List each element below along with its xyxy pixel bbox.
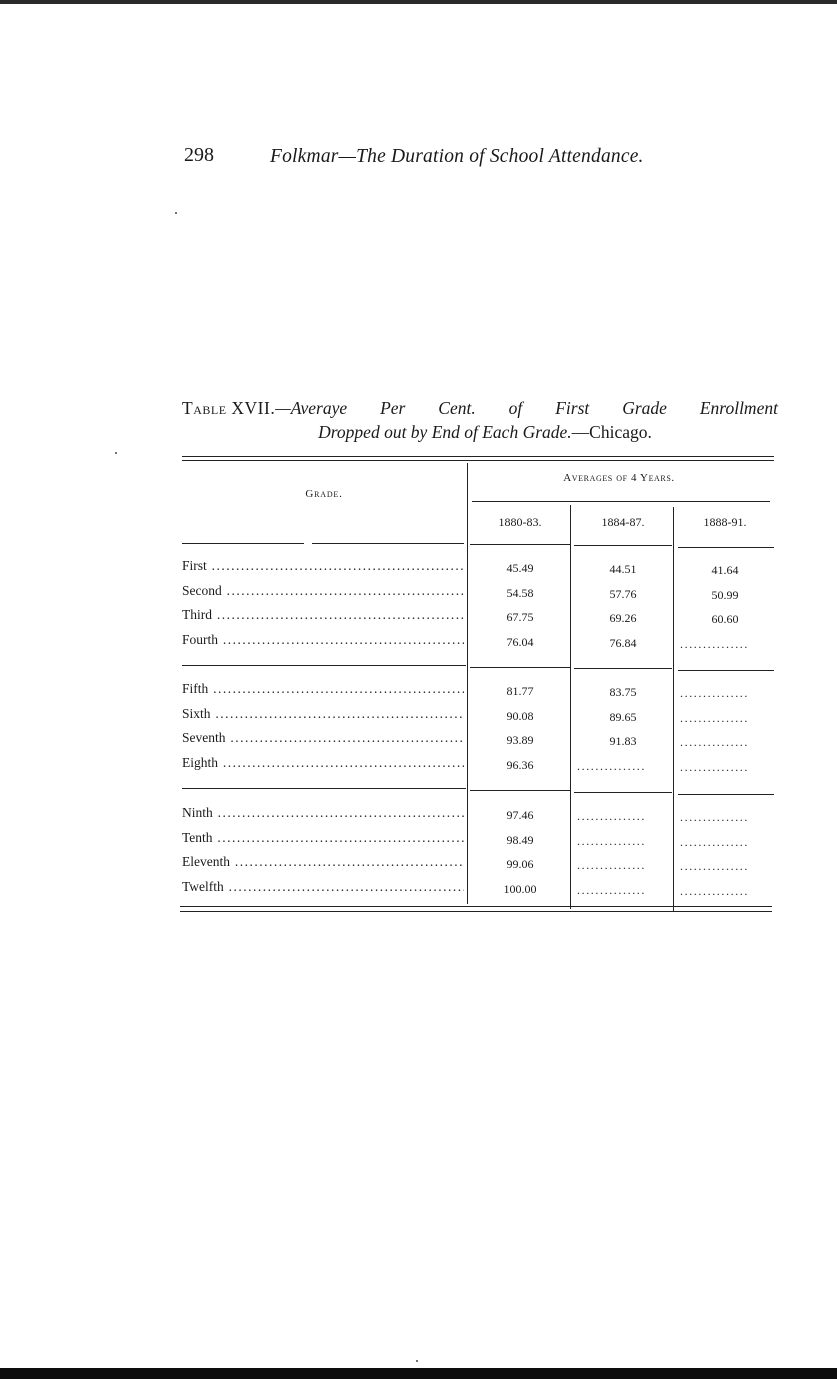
grade-label: Third ..... — [182, 607, 464, 623]
grade-label: Sixth ..... — [182, 706, 464, 722]
caption-word: of — [508, 398, 523, 418]
column-rule — [570, 505, 571, 909]
group-separator — [574, 792, 672, 793]
group-header-rule — [472, 501, 770, 502]
column-rule — [467, 463, 468, 904]
caption-place: —Chicago. — [571, 422, 652, 442]
value-cell: 67.75 — [506, 610, 534, 624]
value-cell: 83.75 — [609, 685, 637, 700]
value-cell: 45.49 — [506, 561, 534, 575]
value-cell: 54.58 — [506, 585, 534, 600]
value-cell: 90.08 — [506, 708, 534, 723]
empty-cell-leader: ............... — [680, 686, 749, 701]
empty-cell-leader: ............... — [577, 809, 646, 824]
averages-header-text: Averages of 4 Years. — [563, 472, 675, 484]
running-head: Folkmar—The Duration of School Attendance. — [270, 146, 644, 167]
empty-cell-leader: ............... — [680, 834, 749, 849]
value-cell: 100.00 — [503, 881, 537, 896]
caption-word: Enrollment — [699, 398, 778, 418]
empty-cell-leader: ............... — [680, 883, 749, 898]
value-cell: 57.76 — [609, 586, 637, 601]
header-bottom-rule — [470, 544, 570, 545]
grade-label: Seventh ..... — [182, 730, 464, 746]
header-bottom-rule — [678, 547, 774, 548]
group-separator — [182, 788, 466, 789]
table-bottom-rule — [180, 906, 772, 907]
scan-top-edge — [0, 0, 837, 4]
header-bottom-rule — [312, 543, 464, 544]
caption-word: Per — [380, 398, 406, 418]
caption-word: Cent. — [438, 398, 476, 418]
grade-label: Ninth ..... — [182, 805, 464, 821]
grade-header-text: Grade. — [305, 488, 343, 500]
table-top-rule — [182, 460, 774, 461]
table-caption — [182, 396, 778, 444]
averages-group-header — [468, 472, 770, 484]
scan-speck — [115, 452, 117, 454]
group-separator — [182, 665, 466, 666]
scan-speck — [416, 1360, 418, 1362]
caption-word: Grade — [622, 398, 667, 418]
empty-cell-leader: ............... — [577, 833, 646, 848]
header-bottom-rule — [182, 543, 304, 544]
value-cell: 89.65 — [609, 709, 637, 724]
empty-cell-leader: ............... — [577, 758, 646, 773]
caption-label: Table XVII. — [182, 398, 276, 418]
value-cell: 93.89 — [506, 733, 534, 747]
scan-bottom-edge — [0, 1368, 837, 1379]
empty-cell-leader: ............... — [680, 759, 749, 774]
group-separator — [470, 790, 570, 791]
empty-cell-leader: ............... — [680, 735, 749, 750]
grade-column-header — [182, 488, 466, 500]
grade-label: Eighth ..... — [182, 755, 464, 771]
period-header-1: 1880-83. — [498, 515, 542, 529]
scan-speck — [175, 212, 177, 214]
grade-label: First ..... — [182, 558, 464, 574]
grade-label: Fifth ..... — [182, 681, 464, 697]
empty-cell-leader: ............... — [577, 858, 646, 873]
empty-cell-leader: ............... — [680, 710, 749, 725]
caption-word: First — [555, 398, 590, 418]
group-separator — [574, 668, 672, 669]
value-cell: 60.60 — [711, 612, 739, 627]
value-cell: 81.77 — [506, 684, 534, 698]
table-bottom-rule — [180, 911, 772, 912]
value-cell: 41.64 — [711, 563, 739, 578]
value-cell: 50.99 — [711, 587, 739, 602]
value-cell: 91.83 — [609, 734, 637, 749]
value-cell: 76.04 — [506, 634, 534, 649]
empty-cell-leader: ............... — [680, 859, 749, 874]
grade-label: Twelfth ..... — [182, 879, 464, 895]
caption-label-group — [182, 396, 347, 420]
column-rule — [673, 507, 674, 911]
empty-cell-leader: ............... — [577, 882, 646, 897]
page-number: 298 — [184, 144, 214, 166]
value-cell: 97.46 — [506, 808, 534, 822]
group-separator — [678, 794, 774, 795]
value-cell: 98.49 — [506, 832, 534, 847]
value-cell: 99.06 — [506, 857, 534, 871]
value-cell: 44.51 — [609, 562, 637, 577]
caption-line-1 — [182, 396, 778, 420]
empty-cell-leader: ............... — [680, 810, 749, 825]
period-header-3: 1888-91. — [703, 515, 747, 529]
value-cell: 96.36 — [506, 757, 534, 772]
empty-cell-leader: ............... — [680, 636, 749, 651]
period-header-2: 1884-87. — [601, 515, 645, 529]
grade-label: Second ..... — [182, 583, 464, 599]
caption-italic-text: Dropped out by End of Each Grade. — [318, 422, 572, 442]
grade-label: Tenth ..... — [182, 830, 464, 846]
group-separator — [678, 670, 774, 671]
caption-word: —Averaye — [275, 398, 348, 418]
grade-label: Eleventh ..... — [182, 854, 464, 870]
caption-line-2 — [182, 420, 778, 444]
header-bottom-rule — [574, 545, 672, 546]
page-header — [184, 144, 704, 174]
value-cell: 69.26 — [609, 611, 637, 626]
group-separator — [470, 667, 570, 668]
table-top-rule — [182, 456, 774, 457]
value-cell: 76.84 — [609, 635, 637, 650]
grade-label: Fourth ..... — [182, 632, 464, 648]
